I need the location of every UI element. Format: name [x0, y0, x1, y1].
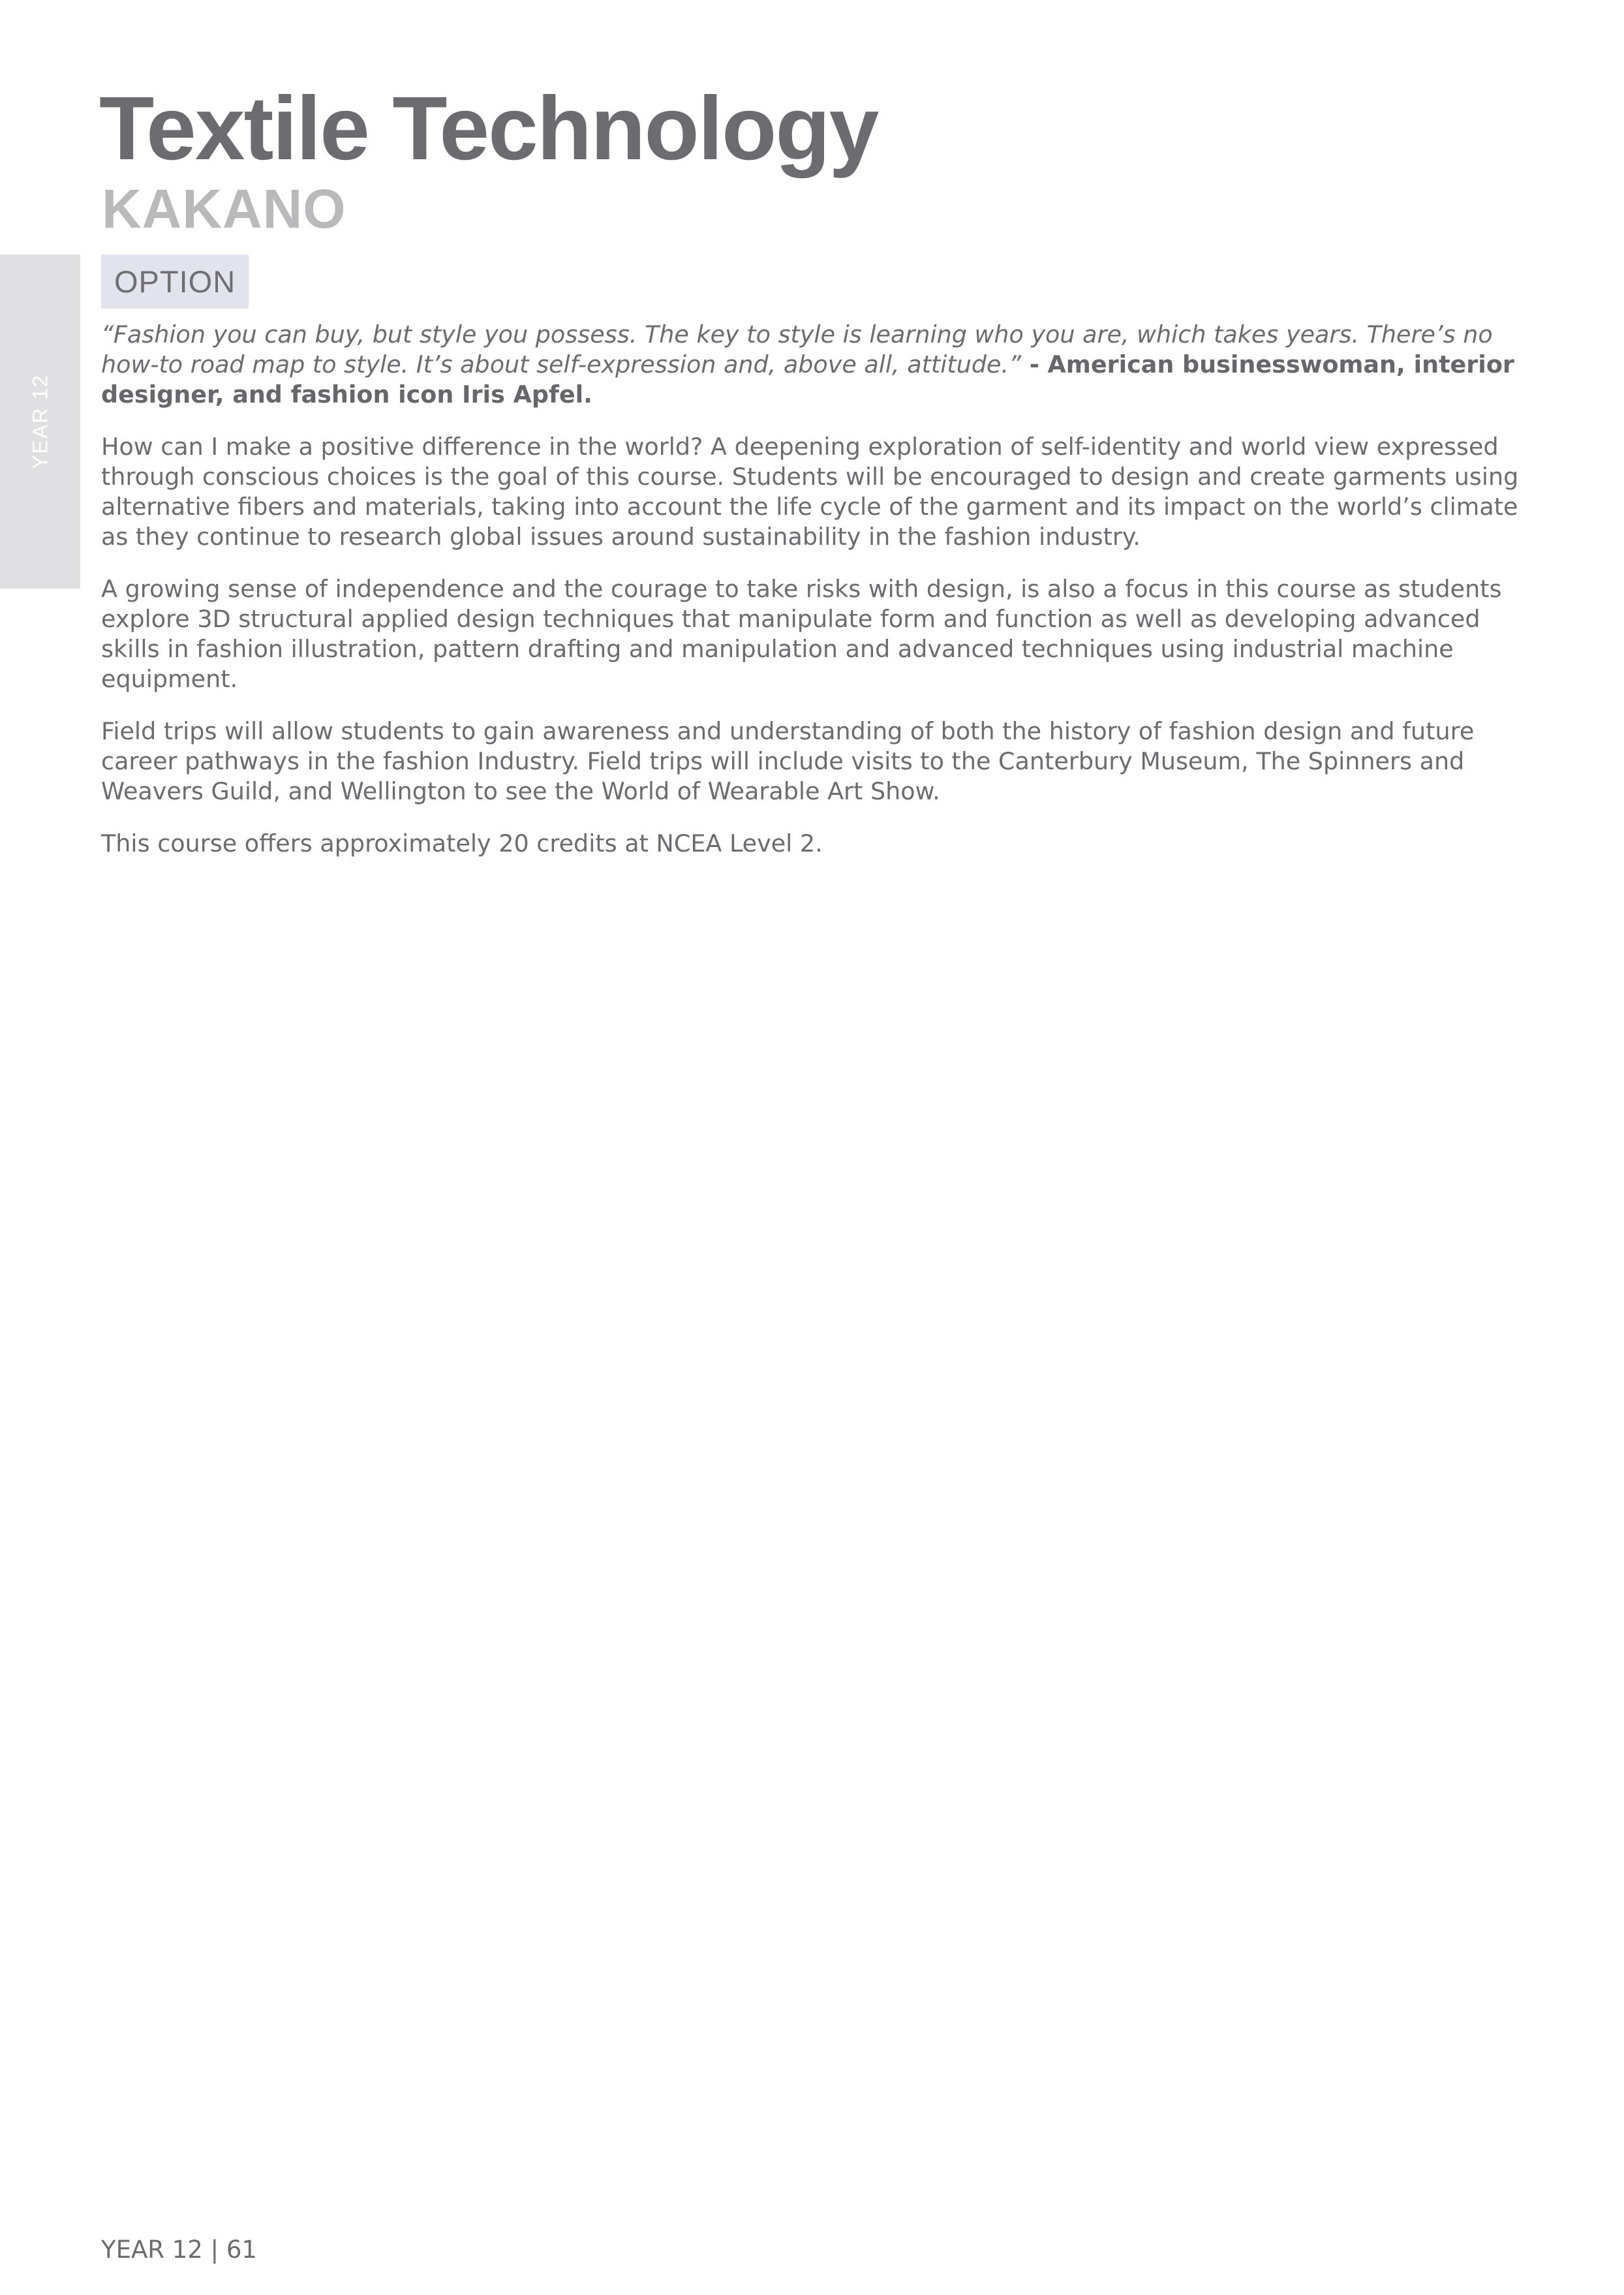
page-title: Textile Technology [99, 78, 878, 179]
side-tab-label: YEAR 12 [28, 374, 52, 469]
body-paragraph-1: How can I make a positive difference in the world? A deepening exploration of self-identity and world view expressed through conscious choices is the goal of this course. Students will be encouraged to design and create garments using alternative fibers and materials, taking into account the life cycle of the garment and its impact on the world’s climate as they continue to research global issues around sustainability in the fashion industry. [101, 433, 1519, 551]
quote-paragraph [101, 320, 1537, 410]
body-paragraph-3: Field trips will allow students to gain awareness and understanding of both the history of fashion design and future career pathways in the fashion Industry. Field trips will include visits to the Canterbury Museum, The Spinners and Weavers Guild, and Wellington to see the World of Wearable Art Show. [101, 717, 1475, 805]
body-paragraph-4: This course offers approximately 20 credits at NCEA Level 2. [101, 829, 823, 857]
quote-text: “Fashion you can buy, but style you possess. The key to style is learning who you are, which takes years. There’s no how-to road map to style. It’s about self-expression and, above all, attitude.” [101, 320, 1493, 378]
page-subtitle: KAKANO [102, 178, 346, 239]
page-footer: YEAR 12 | 61 [101, 2236, 257, 2264]
option-badge: OPTION [101, 254, 249, 309]
side-tab [0, 254, 80, 589]
body-paragraph-2: A growing sense of independence and the courage to take risks with design, is also a focus in this course as students explore 3D structural applied design techniques that manipulate form and function as well as developing advanced skills in fashion illustration, pattern drafting and manipulation and advanced techniques using industrial machine equipment. [101, 575, 1502, 693]
quote-attribution: - American businesswoman, interior designer, and fashion icon Iris Apfel. [101, 350, 1514, 408]
course-description [101, 320, 1537, 881]
